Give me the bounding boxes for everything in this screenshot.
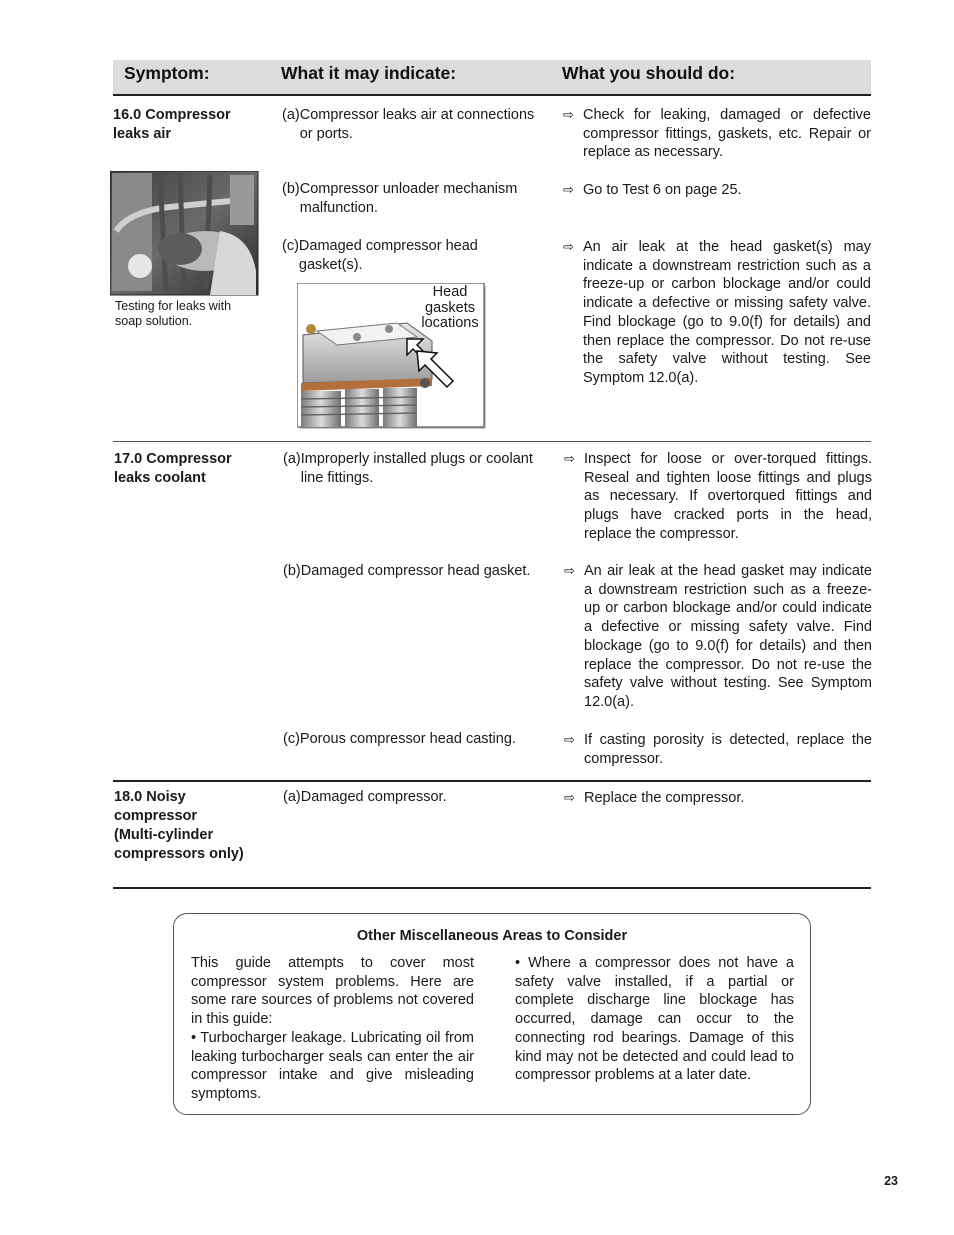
symptom-18-title-line: compressors only) (114, 846, 244, 862)
action-text: Inspect for loose or over-torqued fittings. Reseal and tighten loose fittings and plugs as necessary. If overtorqued fittings and plugs have cracked ports in the head, replace the compressor. (584, 451, 872, 542)
header-what-you-should-do: What you should do: (562, 63, 736, 83)
action-18a (564, 789, 872, 808)
head-gasket-figure (297, 283, 487, 430)
arrow-right-icon: ⇨ (564, 563, 575, 578)
misc-left-column (191, 954, 474, 1104)
indication-17a (283, 450, 545, 487)
indication-label: (a) (283, 451, 301, 467)
head-gasket-label (415, 285, 485, 332)
symptom-18-title-line: 18.0 Noisy (114, 789, 186, 805)
table-bottom-rule (113, 887, 871, 889)
symptom-16-title-line: leaks air (113, 126, 172, 142)
head-gasket-label-line: locations (421, 315, 479, 332)
action-17c (564, 731, 872, 768)
section-divider (113, 441, 871, 442)
table-header (113, 60, 871, 96)
indication-16b (282, 180, 544, 217)
indication-17c (283, 730, 553, 749)
action-17a (564, 450, 872, 544)
misc-paragraph: • Turbocharger leakage. Lubricating oil from leaking turbocharger seals can enter the air compressor intake and give misleading symptoms. (191, 1029, 474, 1102)
misc-paragraph: This guide attempts to cover most compressor system problems. Here are some rare sources of problems not covered in this guide: (191, 955, 474, 1028)
indication-text: Damaged compressor head gasket. (300, 563, 531, 579)
indication-text: Porous compressor head casting. (299, 731, 516, 747)
indication-16a (282, 106, 544, 143)
misc-right-column (515, 954, 794, 1085)
symptom-17-title (114, 450, 232, 488)
indication-text: Improperly installed plugs or coolant line fittings. (300, 451, 533, 486)
indication-text: Damaged compressor head gasket(s). (298, 238, 478, 273)
section-divider (113, 780, 871, 782)
arrow-right-icon: ⇨ (564, 451, 575, 466)
misc-areas-title: Other Miscellaneous Areas to Consider (356, 928, 628, 944)
symptom-17-title-line: leaks coolant (114, 470, 206, 486)
symptom-18-title-line: compressor (114, 808, 198, 824)
indication-16c (282, 237, 544, 274)
action-text: An air leak at the head gasket(s) may indicate a downstream restriction such as a freeze-up or carbon blockage and/or could indicate a defective or missing safety valve. Find blockage (go to 9.0(f) for details) and then replace the compressor. Do not re-use the safety valve without testing. See Symptom 12.0(a). (583, 239, 871, 386)
symptom-16-title (113, 106, 231, 144)
soap-test-photo-image (110, 171, 260, 297)
indication-label: (a) (282, 107, 300, 123)
action-text: Go to Test 6 on page 25. (583, 182, 742, 198)
action-16c (563, 238, 871, 388)
indication-text: Compressor leaks air at connections or ports. (299, 107, 535, 142)
action-16a (563, 106, 871, 162)
action-text: Replace the compressor. (584, 790, 745, 806)
arrow-right-icon: ⇨ (563, 239, 574, 254)
header-what-it-may-indicate: What it may indicate: (281, 63, 457, 83)
photo-caption-line: Testing for leaks with (115, 299, 232, 313)
indication-label: (c) (282, 238, 299, 254)
head-gasket-label-line: gaskets (425, 299, 475, 316)
action-17b (564, 562, 872, 712)
arrow-right-icon: ⇨ (563, 107, 574, 122)
photo-caption-line: soap solution. (115, 314, 193, 328)
soap-test-photo (110, 171, 260, 297)
symptom-18-title (114, 788, 244, 864)
indication-label: (c) (283, 731, 300, 747)
indication-label: (b) (283, 563, 301, 579)
action-text: Check for leaking, damaged or defective compressor fittings, gaskets, etc. Repair or replace as necessary. (583, 107, 871, 161)
head-gasket-label-line: Head (432, 284, 468, 300)
indication-label: (b) (282, 181, 300, 197)
indication-18a (283, 788, 545, 807)
misc-paragraph: • Where a compressor does not have a safety valve installed, if a partial or complete discharge line blockage has occurred, damage can occur to the connecting rod bearings. Damage of this kind may not be detected and could lead to compressor problems at a later date. (515, 955, 794, 1084)
symptom-18-title-line: (Multi-cylinder (114, 827, 214, 843)
arrow-right-icon: ⇨ (563, 182, 574, 197)
indication-text: Compressor unloader mechanism malfunction. (299, 181, 518, 216)
symptom-17-title-line: 17.0 Compressor (114, 451, 232, 467)
header-symptom: Symptom: (124, 63, 210, 83)
page-number: 23 (884, 1174, 898, 1188)
indication-17b (283, 562, 545, 581)
action-text: If casting porosity is detected, replace the compressor. (584, 732, 872, 767)
indication-label: (a) (283, 789, 301, 805)
arrow-right-icon: ⇨ (564, 790, 575, 805)
arrow-right-icon: ⇨ (564, 732, 575, 747)
symptom-16-title-line: 16.0 Compressor (113, 107, 231, 123)
misc-areas-box (173, 913, 811, 1115)
indication-text: Damaged compressor. (300, 789, 447, 805)
action-text: An air leak at the head gasket may indicate a downstream restriction such as a freeze-up or carbon blockage and/or could indicate a defective or missing safety valve. Find blockage (go to 9.0(f) for details) and then replace the compressor. Do not re-use the safety valve without testing. See Symptom 12.0(a). (584, 563, 872, 710)
action-16b (563, 181, 871, 200)
photo-caption (115, 299, 231, 329)
